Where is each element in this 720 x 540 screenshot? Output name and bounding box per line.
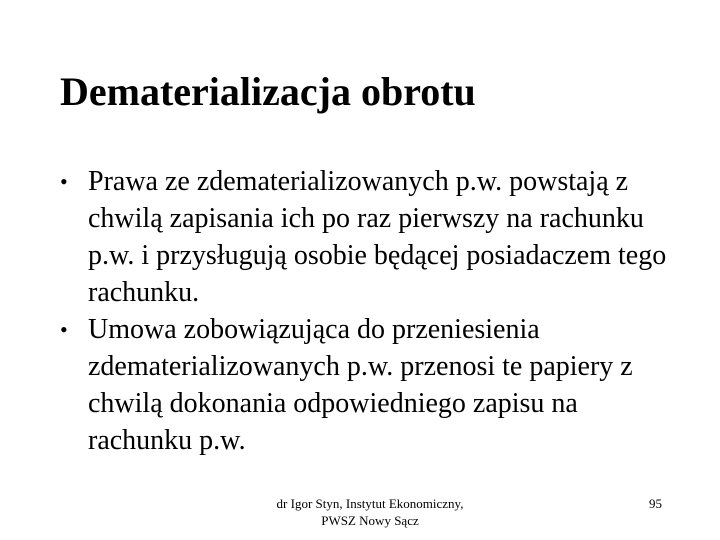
bullet-marker: • bbox=[60, 169, 68, 194]
bullet-text: Umowa zobowiązująca do przeniesienia zdematerializowanych p.w. przenosi te papiery z chwilą dokonania odpowiedniego zapisu na rachunku p.w. bbox=[88, 314, 633, 456]
bullet-list bbox=[60, 163, 680, 459]
bullet-marker: • bbox=[60, 317, 68, 342]
bullet-item bbox=[60, 163, 680, 311]
bullet-text: Prawa ze zdematerializowanych p.w. powstają z chwilą zapisania ich po raz pierwszy na rachunku p.w. i przysługują osobie będącej posiadaczem tego rachunku. bbox=[88, 166, 667, 308]
page-number: 95 bbox=[649, 496, 662, 511]
slide-title: Dematerializacja obrotu bbox=[60, 69, 476, 114]
bullet-item bbox=[60, 311, 680, 459]
footer-author: dr Igor Styn, Instytut Ekonomiczny, bbox=[276, 496, 464, 511]
slide-footer bbox=[200, 495, 540, 529]
footer-institution: PWSZ Nowy Sącz bbox=[321, 513, 419, 528]
